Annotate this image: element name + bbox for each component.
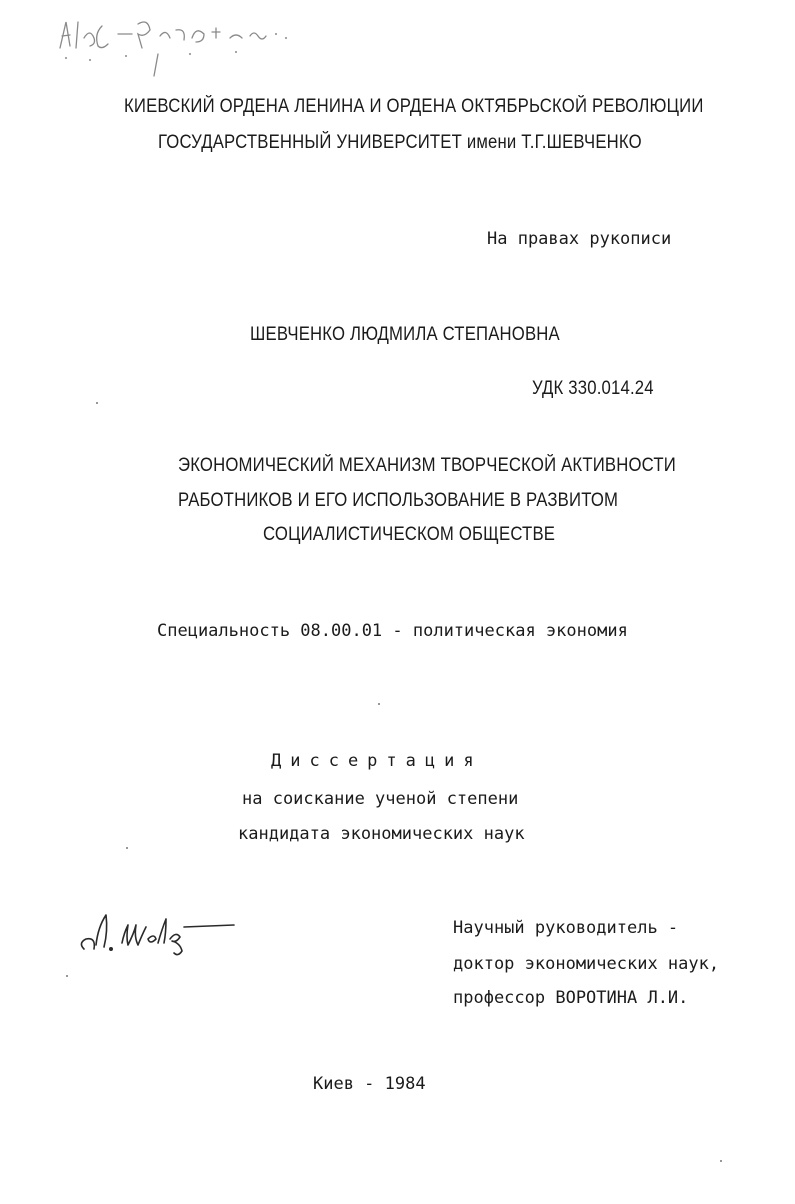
paper-speck	[720, 1160, 722, 1162]
dissertation-title-line-1: ЭКОНОМИЧЕСКИЙ МЕХАНИЗМ ТВОРЧЕСКОЙ АКТИВНОСТИ	[178, 455, 676, 476]
paper-speck	[126, 847, 128, 849]
supervisor-label: Научный руководитель -	[453, 918, 679, 938]
handwritten-scribble-mark	[40, 8, 300, 78]
degree-line-2: кандидата экономических наук	[238, 824, 525, 844]
paper-speck	[66, 975, 68, 977]
paper-speck	[378, 703, 380, 705]
paper-speck	[96, 402, 98, 404]
university-name-line-1: КИЕВСКИЙ ОРДЕНА ЛЕНИНА И ОРДЕНА ОКТЯБРЬСКОЙ РЕВОЛЮЦИИ	[124, 96, 704, 117]
author-name: ШЕВЧЕНКО ЛЮДМИЛА СТЕПАНОВНА	[250, 324, 560, 345]
supervisor-degree: доктор экономических наук,	[453, 954, 720, 974]
city-year: Киев - 1984	[313, 1074, 426, 1094]
dissertation-title-line-2: РАБОТНИКОВ И ЕГО ИСПОЛЬЗОВАНИЕ В РАЗВИТОМ	[178, 490, 619, 511]
specialty-line: Специальность 08.00.01 - политическая экономия	[157, 621, 628, 641]
university-name-line-2: ГОСУДАРСТВЕННЫЙ УНИВЕРСИТЕТ имени Т.Г.ШЕВЧЕНКО	[158, 132, 642, 153]
dissertation-title-line-3: СОЦИАЛИСТИЧЕСКОМ ОБЩЕСТВЕ	[263, 524, 556, 545]
manuscript-rights-note: На правах рукописи	[487, 229, 672, 249]
supervisor-name: профессор ВОРОТИНА Л.И.	[453, 988, 689, 1008]
dissertation-heading: Диссертация	[271, 751, 483, 771]
handwritten-signature	[78, 905, 238, 960]
degree-line-1: на соискание ученой степени	[242, 789, 519, 809]
udc-code: УДК 330.014.24	[532, 378, 654, 399]
